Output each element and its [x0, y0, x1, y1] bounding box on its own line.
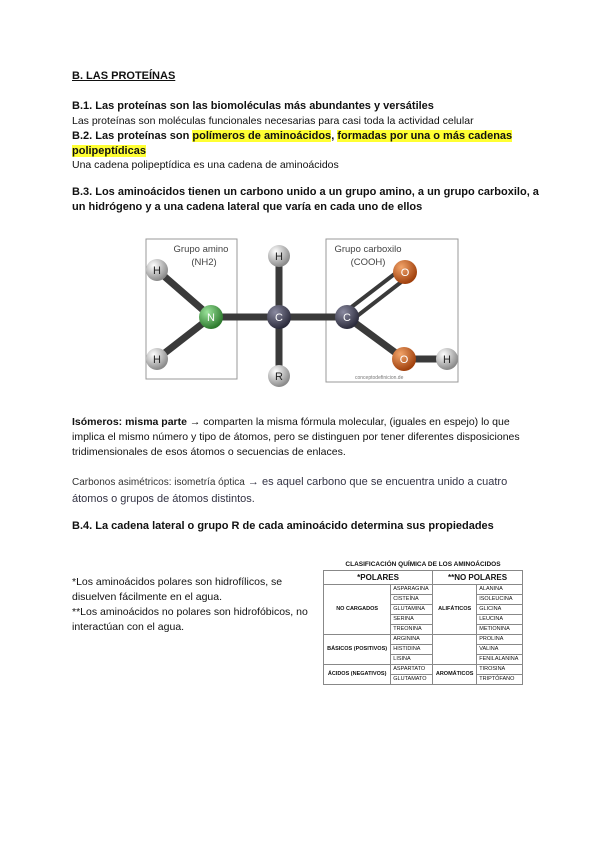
carboxyl-group-label: Grupo carboxilo [334, 244, 402, 255]
atom-hydrogen-2-label: H [153, 354, 161, 366]
table-cell: PROLINA [477, 635, 523, 645]
atom-r-group-label: R [275, 371, 283, 383]
section-b3-title: B.3. Los aminoácidos tienen un carbono unido a un grupo amino, a un grupo carboxilo, a un hidrógeno y a una cadena lateral que varía en cada uno de ellos [72, 186, 539, 213]
amino-group-formula: (NH2) [191, 257, 217, 268]
group-aromatic: AROMÁTICOS [433, 665, 477, 685]
atom-hydrogen-1-label: H [153, 265, 161, 277]
table-cell: TREONINA [391, 625, 433, 635]
section-b4-title: B.4. La cadena lateral o grupo R de cada aminoácido determina sus propiedades [72, 520, 494, 532]
amino-acid-classification-table [323, 559, 523, 685]
classification-title: CLASIFICACIÓN QUÍMICA DE LOS AMINOÁCIDOS [345, 561, 501, 568]
table-cell: TIROSINA [477, 665, 523, 675]
isomers-definition: → comparten la misma fórmula molecular, (iguales en espejo) lo que implica el mismo número y tipo de átomos, pero se distinguen por tener diferentes disposiciones tridimensionales de esos átomos o secuencias de enlaces. [72, 416, 520, 458]
note-polar: *Los aminoácidos polares son hidrofílicos, se disuelven fácilmente en el agua. [72, 576, 283, 603]
table-cell: LISINA [391, 655, 433, 665]
section-b2-title [72, 129, 542, 159]
highlight-chains: formadas por una o más cadenas polipeptídicas [72, 130, 513, 157]
table-cell: CISTEÍNA [391, 595, 433, 605]
section-b2-comma: , [331, 130, 338, 142]
table-cell: ASPARAGINA [391, 585, 433, 595]
table-cell: GLICINA [477, 605, 523, 615]
highlight-polymers: polímeros de aminoácidos [192, 130, 332, 142]
amino-acid-diagram [140, 234, 462, 388]
diagram-watermark: conceptodefinicion.de [355, 375, 404, 381]
atom-oxygen-hydroxyl-label: O [399, 354, 409, 366]
polar-header: *POLARES [324, 571, 433, 585]
asymmetric-carbon-definition: → es aquel carbono que se encuentra unido a cuatro átomos o grupos de átomos distintos. [72, 476, 508, 505]
atom-alpha-carbon-label: C [275, 312, 283, 324]
table-cell: LEUCINA [477, 615, 523, 625]
group-aliphatic-cont [433, 635, 477, 665]
isomers-paragraph [72, 415, 542, 460]
asymmetric-carbon-term: Carbonos asimétricos: isometría óptica [72, 477, 245, 488]
asymmetric-carbon-paragraph [72, 474, 542, 508]
atom-oxygen-double-label: O [400, 267, 410, 279]
section-b1-title: B.1. Las proteínas son las biomoléculas más abundantes y versátiles [72, 100, 434, 112]
table-cell: METIONINA [477, 625, 523, 635]
isomers-term: Isómeros: misma parte [72, 416, 187, 428]
table-cell: GLUTAMATO [391, 675, 433, 685]
group-uncharged: NO CARGADOS [324, 585, 391, 635]
atom-hydrogen-4-label: H [443, 354, 451, 366]
table-cell: GLUTAMINA [391, 605, 433, 615]
section-b2-text: Una cadena polipeptídica es una cadena de aminoácidos [72, 159, 339, 171]
classification-grid [323, 570, 523, 685]
polarity-notes [72, 575, 312, 635]
table-cell: ARGININA [391, 635, 433, 645]
section-b2-title-start: B.2. Las proteínas son [72, 130, 193, 142]
group-acidic: ÁCIDOS (NEGATIVOS) [324, 665, 391, 685]
atom-hydrogen-3-label: H [275, 251, 283, 263]
page-title: B. LAS PROTEÍNAS [72, 70, 176, 82]
group-aliphatic: ALIFÁTICOS [433, 585, 477, 635]
note-nonpolar: **Los aminoácidos no polares son hidrofóbicos, no interactúan con el agua. [72, 606, 308, 633]
table-cell: ISOLEUCINA [477, 595, 523, 605]
table-cell: SERINA [391, 615, 433, 625]
table-cell: HISTIDINA [391, 645, 433, 655]
atom-carboxyl-carbon-label: C [343, 312, 351, 324]
atom-nitrogen-label: N [207, 312, 215, 324]
table-cell: ALANINA [477, 585, 523, 595]
table-cell: TRIPTÓFANO [477, 675, 523, 685]
nonpolar-header: **NO POLARES [433, 571, 523, 585]
table-cell: VALINA [477, 645, 523, 655]
group-basic: BÁSICOS (POSITIVOS) [324, 635, 391, 665]
amino-group-label: Grupo amino [173, 244, 229, 255]
section-b1-text: Las proteínas son moléculas funcionales necesarias para casi toda la actividad celular [72, 115, 474, 127]
table-cell: FENILALANINA [477, 655, 523, 665]
carboxyl-group-formula: (COOH) [350, 257, 386, 268]
table-cell: ASPARTATO [391, 665, 433, 675]
